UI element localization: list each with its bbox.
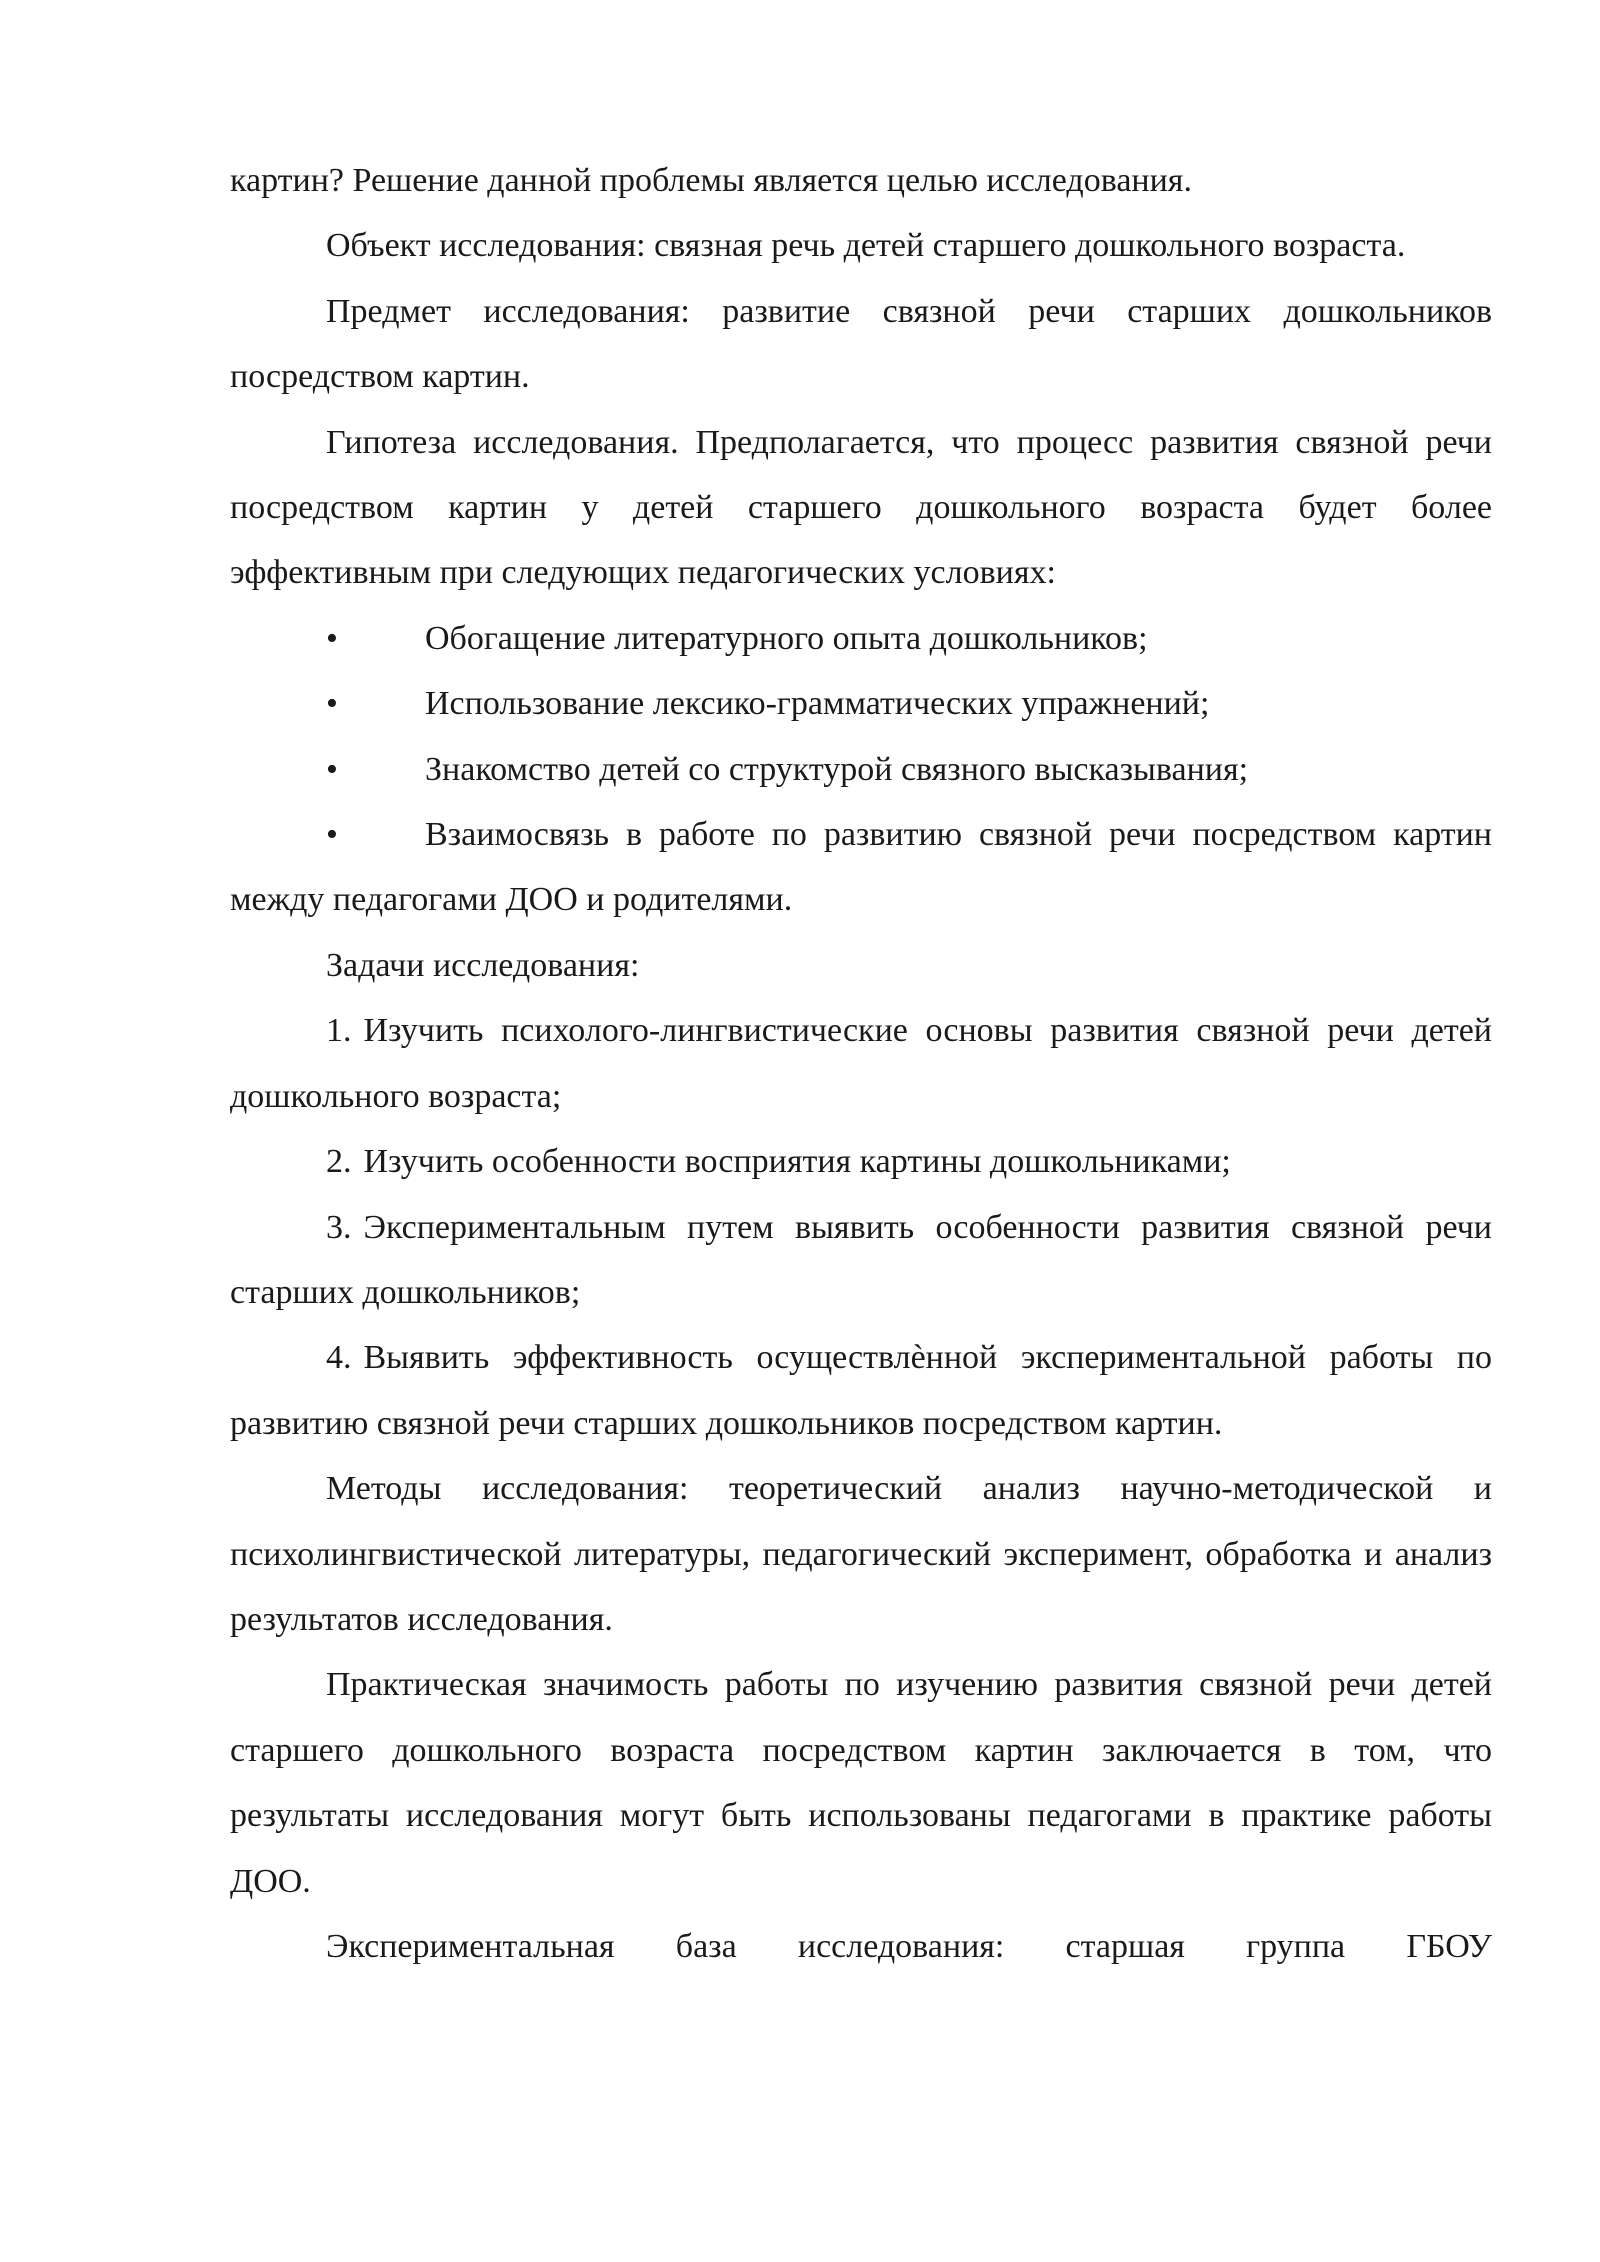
list-item [230,1195,1492,1326]
paragraph-subject: Предмет исследования: развитие связной речи старших дошкольников посредством картин. [230,292,1492,396]
paragraph-methods: Методы исследования: теоретический анализ научно-методической и психолингвистической литературы, педагогический эксперимент, обработка и анализ результатов исследования. [230,1470,1492,1638]
task-text: Изучить психолого-лингвистические основы развития связной речи детей дошкольного возраста; [230,1012,1492,1115]
list-item [230,606,1492,671]
list-item [230,1325,1492,1456]
task-text: Изучить особенности восприятия картины дошкольниками; [363,1143,1231,1181]
paragraph-object: Объект исследования: связная речь детей старшего дошкольного возраста. [326,227,1406,265]
list-item [230,998,1492,1129]
list-item [230,737,1492,802]
task-number: 4. [326,1339,352,1377]
bullet-icon: • [326,619,338,657]
task-text: Экспериментальным путем выявить особенности развития связной речи старших дошкольников; [230,1208,1492,1311]
paragraph-base: Экспериментальная база исследования: старшая группа ГБОУ [326,1927,1492,1965]
task-text: Выявить эффективность осуществлѐнной экспериментальной работы по развитию связной речи старших дошкольников посредством картин. [230,1339,1492,1442]
condition-text: Взаимосвязь в работе по развитию связной речи посредством картин между педагогами ДОО и родителями. [230,816,1492,919]
list-item [230,671,1492,736]
task-number: 2. [326,1143,352,1181]
paragraph-intro-tail: картин? Решение данной проблемы является целью исследования. [230,162,1192,199]
tasks-heading: Задачи исследования: [326,946,640,984]
condition-text: Обогащение литературного опыта дошкольников; [425,619,1148,657]
task-number: 3. [326,1208,352,1246]
conditions-list [230,606,1492,933]
condition-text: Знакомство детей со структурой связного высказывания; [425,750,1249,788]
list-item [230,1129,1492,1194]
bullet-icon: • [326,685,338,723]
paragraph-practical: Практическая значимость работы по изучению развития связной речи детей старшего дошкольного возраста посредством картин заключается в том, что результаты исследования могут быть использованы педагогами в практике работы ДОО. [230,1666,1492,1900]
paragraph-hypothesis: Гипотеза исследования. Предполагается, что процесс развития связной речи посредством картин у детей старшего дошкольного возраста будет более эффективным при следующих педагогических условиях: [230,423,1492,592]
list-item [230,802,1492,933]
tasks-list [230,998,1492,1456]
condition-text: Использование лексико-грамматических упражнений; [425,685,1210,723]
task-number: 1. [326,1012,352,1050]
bullet-icon: • [326,816,338,854]
bullet-icon: • [326,750,338,788]
